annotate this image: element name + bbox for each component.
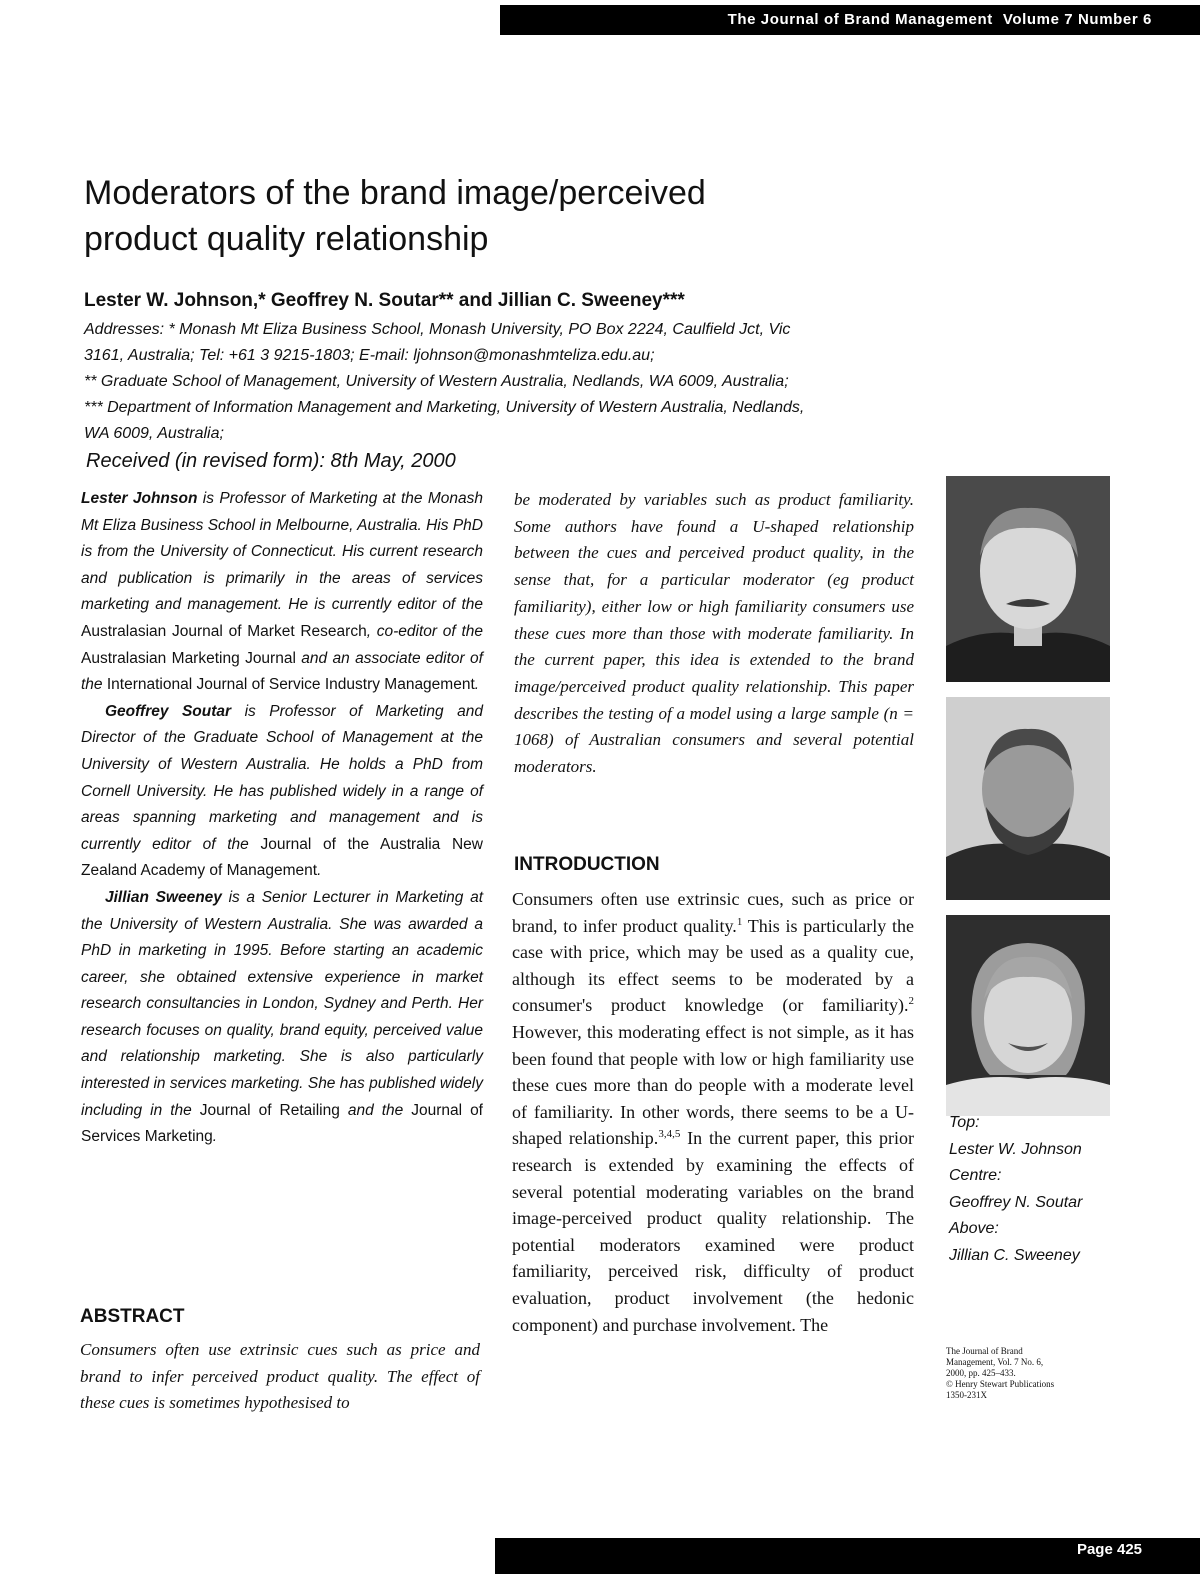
bio-journal-title: Australasian Marketing Journal <box>81 649 296 667</box>
bio-name: Lester Johnson <box>81 490 198 507</box>
body-text: This is particularly the case with price, which may be used as a quality cue, although its effect seems to be moderated by a consumer's product knowledge (or familiarity). <box>512 915 914 1016</box>
page-number: Page 425 <box>1076 1541 1142 1558</box>
introduction-heading: INTRODUCTION <box>514 854 660 875</box>
title-line-2: product quality relationship <box>84 220 489 258</box>
citation-line: © Henry Stewart Publications <box>946 1379 1055 1389</box>
address-line: WA 6009, Australia; <box>84 425 224 442</box>
abstract-text-part-1: Consumers often use extrinsic cues such as price and brand to infer perceived product quality. The effect of these cues is sometimes hypothesised to <box>80 1340 480 1413</box>
bio-text: is Professor of Marketing at the Monash Mt Eliza Business School in Melbourne, Australia. His PhD is from the University of Connecticut. His current research and publication is primarily in the areas of services marketing and management. He is currently editor of the <box>81 490 483 614</box>
caption-name: Geoffrey N. Soutar <box>949 1193 1083 1211</box>
bio-journal-title: Journal of the Australia New Zealand Academy of Management <box>81 835 483 880</box>
bio-sweeney <box>81 885 483 1151</box>
citation-line: Management, Vol. 7 No. 6, <box>946 1357 1044 1367</box>
citation-block <box>946 1346 1106 1401</box>
photo-captions <box>949 1110 1082 1269</box>
bio-text: and the <box>339 1101 412 1119</box>
body-text: Consumers often use extrinsic cues, such as price or brand, to infer product quality. <box>512 889 914 936</box>
address-line: 3161, Australia; Tel: +61 3 9215-1803; E-mail: ljohnson@monashmteliza.edu.au; <box>84 347 655 364</box>
footnote-ref[interactable]: 1 <box>736 915 743 928</box>
citation-line: 2000, pp. 425–433. <box>946 1368 1016 1378</box>
journal-name: The Journal of Brand Management <box>727 11 993 28</box>
caption-label: Top: <box>949 1114 980 1131</box>
body-text: In the current paper, this prior research is extended by examining the effects of several potential moderating variables on the brand image-perceived product quality relationship. The potential moderators examined were product familiarity, perceived risk, difficulty of product evaluation, product involvement (the hedonic component) and purchase involvement. The <box>512 1128 915 1335</box>
bio-johnson <box>81 486 483 699</box>
bio-name: Jillian Sweeney <box>105 888 222 906</box>
address-line: Addresses: * Monash Mt Eliza Business School, Monash University, PO Box 2224, Caulfield Jct, Vic <box>84 321 791 338</box>
author-photo-soutar <box>946 697 1110 900</box>
bio-journal-title: Journal of Retailing <box>199 1101 340 1119</box>
bio-name: Geoffrey Soutar <box>105 702 232 720</box>
abstract-heading: ABSTRACT <box>80 1306 185 1327</box>
body-text: However, this moderating effect is not simple, as it has been found that people with low or high familiarity use these cues more than do people with a moderate level of familiarity. In other words, there seems to be a U-shaped relationship. <box>512 1021 914 1149</box>
introduction-body <box>512 886 914 1338</box>
caption-name: Jillian C. Sweeney <box>949 1246 1080 1264</box>
journal-header-bar <box>500 5 1200 35</box>
bio-journal-title: Australasian Journal of Market Research <box>81 622 367 640</box>
bio-journal-title: Journal of Services Marketing <box>81 1101 483 1146</box>
page-footer-bar <box>495 1538 1200 1574</box>
bio-text: is a Senior Lecturer in Marketing at the University of Western Australia. She was awarded a PhD in marketing in 1995. Before starting an academic career, she obtained extensive experience in market research consultancies in London, Sydney and Perth. Her research focuses on quality, brand equity, perceived value and relationship marketing. She is also particularly interested in services marketing. She has published widely including in the <box>81 888 483 1119</box>
caption-label: Above: <box>949 1220 999 1237</box>
author-biographies <box>81 486 483 1151</box>
bio-soutar <box>81 699 483 885</box>
bio-text: . <box>317 862 322 880</box>
citation-line: The Journal of Brand <box>946 1346 1023 1356</box>
bio-text: is Professor of Marketing and Director of the Graduate School of Management at the University of Western Australia. He holds a PhD from Cornell University. He has published widely in a range of areas spanning marketing and management and is currently editor of the <box>81 702 483 853</box>
received-date: Received (in revised form): 8th May, 2000 <box>86 450 456 472</box>
bio-text: , co-editor of the <box>366 622 483 640</box>
footnote-ref[interactable]: 2 <box>908 995 914 1008</box>
title-line-1: Moderators of the brand image/perceived <box>84 174 706 212</box>
bio-text: . <box>474 676 480 694</box>
address-line: ** Graduate School of Management, University of Western Australia, Nedlands, WA 6009, Australia; <box>84 373 789 390</box>
caption-name: Lester W. Johnson <box>949 1140 1082 1158</box>
citation-line: 1350-231X <box>946 1390 987 1400</box>
article-title <box>84 170 844 262</box>
portrait-image <box>946 915 1110 1116</box>
journal-volume: Volume 7 Number 6 <box>1002 11 1152 28</box>
bio-journal-title: International Journal of Service Industry Management <box>106 676 475 694</box>
footnote-ref[interactable]: 3,4,5 <box>658 1128 681 1141</box>
portrait-image <box>946 476 1110 682</box>
portrait-image <box>946 697 1110 900</box>
abstract-text-part-2: be moderated by variables such as product familiarity. Some authors have found a U-shaped relationship between the cues and perceived product quality, in the sense that, for a particular moderator (eg product familiarity), either low or high familiarity consumers use these cues more than those with moderate familiarity. In the current paper, this idea is extended to the brand image/perceived product quality relationship. This paper describes the testing of a model using a large sample (n = 1068) of Australian consumers and several potential moderators. <box>514 490 914 777</box>
caption-label: Centre: <box>949 1167 1002 1184</box>
author-photo-sweeney <box>946 915 1110 1116</box>
bio-text: and an associate editor of the <box>81 649 483 694</box>
bio-text: . <box>212 1128 218 1146</box>
author-photo-johnson <box>946 476 1110 682</box>
author-addresses <box>84 317 934 447</box>
author-list: Lester W. Johnson,* Geoffrey N. Soutar** and Jillian C. Sweeney*** <box>84 290 685 311</box>
address-line: *** Department of Information Management and Marketing, University of Western Australia, Nedlands, <box>84 399 805 416</box>
